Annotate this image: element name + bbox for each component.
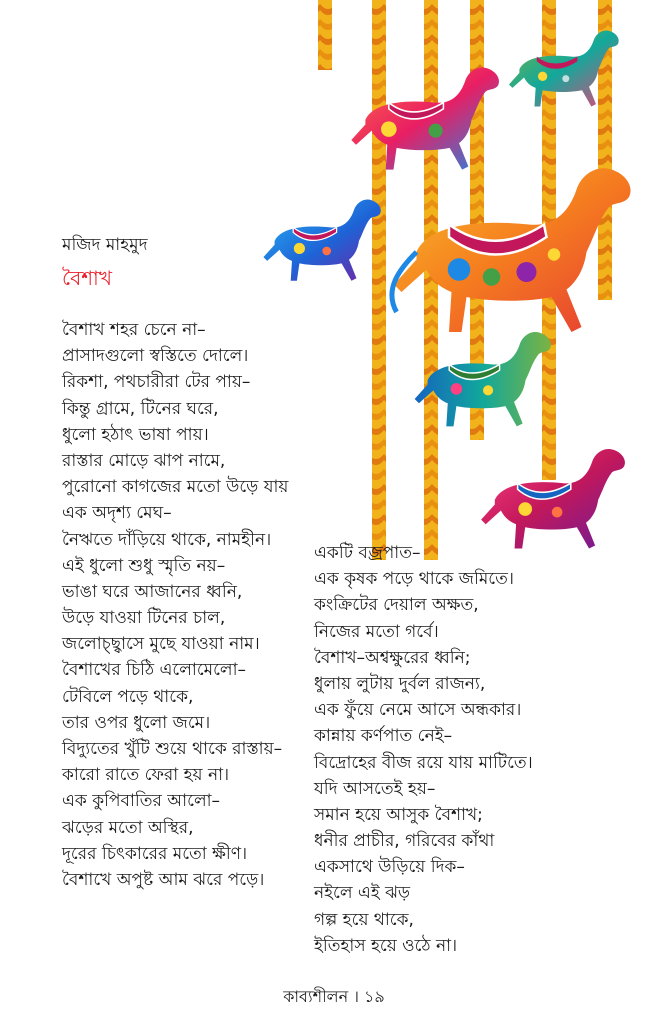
poem-line: গল্প হয়ে থাকে, — [314, 909, 414, 930]
page-footer: কাব্যশীলন । ১৯ — [283, 987, 385, 1006]
poem-line: বৈশাখের চিঠি এলোমেলো– — [62, 660, 247, 681]
poem-line: টেবিলে পড়ে থাকে, — [62, 686, 194, 707]
poem-line: নইলে এই ঝড় — [314, 883, 411, 904]
poem-line: কিন্তু গ্রামে, টিনের ঘরে, — [62, 398, 219, 419]
poem-line: দূরের চিৎকারের মতো ক্ষীণ। — [62, 843, 248, 864]
poem-line: নিজের মতো গর্বে। — [314, 621, 439, 642]
poem-line: এই ধুলো শুধু স্মৃতি নয়– — [62, 555, 226, 576]
poem-line: যদি আসতেই হয়– — [314, 778, 436, 799]
poem-line: সমান হয়ে আসুক বৈশাখ; — [314, 804, 483, 825]
poem-line: বৈশাখে অপুষ্ট আম ঝরে পড়ে। — [62, 869, 265, 890]
poem-line: ধুলায় লুটায় দুর্বল রাজন্য, — [314, 673, 486, 694]
poem-line: এক ফুঁয়ে নেমে আসে অন্ধকার। — [314, 700, 522, 721]
poem-line: একটি বজ্রপাত– — [314, 543, 421, 563]
poem-line: জলোচ্ছ্বাসে মুছে যাওয়া নাম। — [62, 634, 260, 655]
poem-line: বিদ্রোহের বীজ রয়ে যায় মাটিতে। — [314, 752, 533, 773]
poem-column-right — [314, 540, 533, 959]
poem-line: ইতিহাস হয়ে ওঠে না। — [314, 935, 458, 956]
poem-line: একসাথে উড়িয়ে দিক– — [314, 857, 465, 878]
poem-line: বিদ্যুতের খুঁটি শুয়ে থাকে রাস্তায়– — [62, 739, 283, 759]
poem-line: ঝড়ের মতো অস্থির, — [62, 817, 194, 838]
poem-line: বৈশাখ–অশ্বক্ষুরের ধ্বনি; — [314, 647, 471, 668]
poem-line: রাস্তার মোড়ে ঝাপ নামে, — [62, 450, 226, 471]
poem-line: কংক্রিটের দেয়াল অক্ষত, — [314, 595, 479, 616]
poem-line: উড়ে যাওয়া টিনের চাল, — [62, 608, 226, 629]
poem-column-left — [62, 317, 288, 893]
poem-line: কারো রাতে ফেরা হয় না। — [62, 765, 230, 786]
poem-line: প্রাসাদগুলো স্বস্তিতে দোলে। — [62, 346, 249, 367]
poem-author: মজিদ মাহমুদ — [62, 235, 148, 255]
poem-line: এক অদৃশ্য মেঘ– — [62, 503, 172, 524]
poem-line: এক কুপিবাতির আলো– — [62, 791, 221, 812]
poem-line: কান্নায় কর্ণপাত নেই– — [314, 726, 453, 747]
poem-line: এক কৃষক পড়ে থাকে জমিতে। — [314, 569, 514, 590]
poem-line: ধুলো হঠাৎ ভাষা পায়। — [62, 424, 209, 445]
poem-line: পুরোনো কাগজের মতো উড়ে যায় — [62, 477, 289, 498]
poem-line: রিকশা, পথচারীরা টের পায়– — [62, 372, 251, 393]
poem-title: বৈশাখ — [62, 266, 112, 290]
poem-line: বৈশাখ শহর চেনে না– — [62, 320, 206, 340]
carousel-horse-blue — [263, 199, 380, 280]
poem-line: ধনীর প্রাচীর, গরিবের কাঁথা — [314, 831, 495, 852]
poem-line: তার ওপর ধুলো জমে। — [62, 712, 211, 733]
poem-line: ভাঙা ঘরে আজানের ধ্বনি, — [62, 581, 243, 602]
carousel-pole — [318, 0, 332, 70]
carousel-pole — [372, 0, 386, 560]
poem-line: নৈঋতে দাঁড়িয়ে থাকে, নামহীন। — [62, 529, 272, 550]
